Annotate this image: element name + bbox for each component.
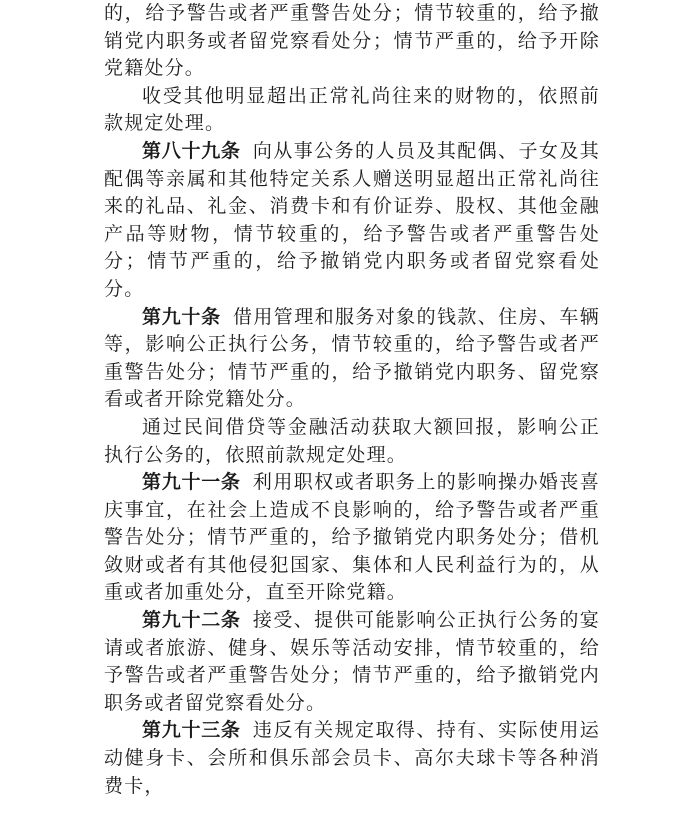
article-text: 接受、提供可能影响公正执行公务的宴请或者旅游、健身、娱乐等活动安排，情节较重的，给予警告或者严重警告处分；情节严重的，给予撤销党内职务或者留党察看处分。: [104, 609, 600, 714]
article-text: 向从事公务的人员及其配偶、子女及其配偶等亲属和其他特定关系人赠送明显超出正常礼尚往来的礼品、礼金、消费卡和有价证券、股权、其他金融产品等财物，情节较重的，给予警告或者严重警告处分；情节严重的，给予撤销党内职务或者留党察看处分。: [104, 139, 600, 300]
article-heading: 第九十一条: [142, 471, 241, 494]
article-93: [104, 717, 600, 800]
paragraph-text: 的，给予警告或者严重警告处分；情节较重的，给予撤销党内职务或者留党察看处分；情节严重的，给予开除党籍处分。: [104, 2, 600, 80]
paragraph: [104, 414, 600, 469]
paragraph-text: 通过民间借贷等金融活动获取大额回报，影响公正执行公务的，依照前款规定处理。: [104, 415, 600, 466]
paragraph: [104, 83, 600, 138]
article-90: [104, 304, 600, 414]
article-92: [104, 607, 600, 717]
article-text: 利用职权或者职务上的影响操办婚丧喜庆事宜，在社会上造成不良影响的，给予警告或者严重警告处分；情节严重的，给予撤销党内职务处分；借机敛财或者有其他侵犯国家、集体和人民利益行为的，从重或者加重处分，直至开除党籍。: [104, 471, 600, 604]
article-89: [104, 138, 600, 304]
document-page: [104, 0, 600, 800]
article-heading: 第九十二条: [142, 609, 241, 632]
article-91: [104, 469, 600, 607]
article-text: 违反有关规定取得、持有、实际使用运动健身卡、会所和俱乐部会员卡、高尔夫球卡等各种消费卡，: [104, 719, 600, 797]
article-text: 借用管理和服务对象的钱款、住房、车辆等，影响公正执行公务，情节较重的，给予警告或者严重警告处分；情节严重的，给予撤销党内职务、留党察看或者开除党籍处分。: [104, 305, 600, 411]
article-heading: 第八十九条: [142, 139, 241, 162]
paragraph-continuation: [104, 0, 600, 83]
article-heading: 第九十三条: [142, 719, 241, 742]
paragraph-text: 收受其他明显超出正常礼尚往来的财物的，依照前款规定处理。: [104, 84, 600, 135]
article-heading: 第九十条: [142, 305, 221, 328]
